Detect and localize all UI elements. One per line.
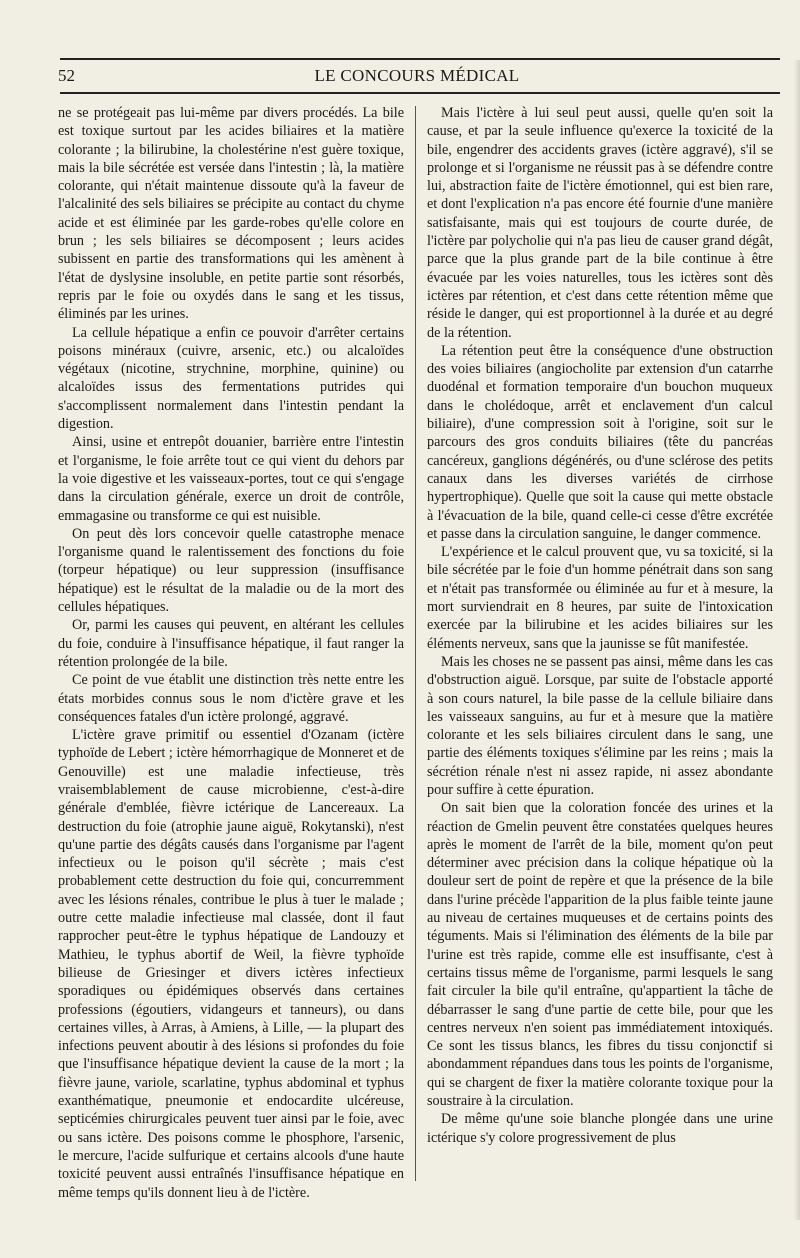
top-rule [60,58,780,60]
column-divider [415,106,416,1181]
paragraph: Ainsi, usine et entrepôt douanier, barrière entre l'intestin et l'organisme, le foie arrête tout ce qui vient du dehors par la voie digestive et les vaisseaux-portes, tout ce qui s'engage dans la circulation générale, exerce un droit de contrôle, emmagasine ou transforme ce qui est nuisible. [58,434,404,524]
paragraph: Mais les choses ne se passent pas ainsi, même dans les cas d'obstruction aiguë. Lorsque, par suite de l'obstacle apporté à son cours naturel, la bile passe de la cellule biliaire dans les vaisseaux sanguins, au fur et à mesure que la matière colorante et les sels biliaires circulent dans le sang, une partie des éléments toxiques s'élimine par les reins ; mais la sécrétion rénale n'est ni assez rapide, ni assez abondante pour suffire à cette épuration. [427,653,773,798]
paragraph: La rétention peut être la conséquence d'une obstruction des voies biliaires (angiocholite par extension d'un catarrhe duodénal et formation temporaire d'un bouchon muqueux dans le cholédoque, arrêt et enclavement d'un calcul biliaire), d'une compression soit à l'origine, soit sur le parcours des gros conduits biliaires (tête du pancréas cancéreux, ganglions dégénérés, ou d'une sclérose des petits canaux dans les diverses variétés de cirrhose hypertrophique). Quelle que soit la cause qui mette obstacle à l'évacuation de la bile, quand celle-ci cesse d'être excrétée et passe dans la circulation sanguine, le danger commence. [427,342,773,542]
paragraph: ne se protégeait pas lui-même par divers procédés. La bile est toxique surtout par les acides biliaires et la matière colorante ; la bilirubine, la cholestérine n'est guère toxique, mais la bile sécrétée est versée dans l'intestin ; là, la matière colorante, qui n'était maintenue dissoute qu'à la faveur de l'alcalinité des sels biliaires se précipite au contact du chyme acide et est éliminée par les garde-robes qu'elle colore en brun ; les sels biliaires se décomposent ; leurs acides subissent en partie des transformations qui les amènent à l'état de dyslysine insoluble, en petite partie sont résorbés, repris par le foie ou oxydés dans le sang et les tissus, éliminés par les urines. [58,105,404,323]
paragraph: On peut dès lors concevoir quelle catastrophe menace l'organisme quand le ralentissement des fonctions du foie (torpeur hépatique) ou leur suppression (insuffisance hépatique) est le résultat de la maladie ou de la mort des cellules hépatiques. [58,525,404,616]
paragraph: L'ictère grave primitif ou essentiel d'Ozanam (ictère typhoïde de Lebert ; ictère hémorrhagique de Monneret et de Genouville) est une maladie infectieuse, très vraisemblablement de cause microbienne, c'est-à-dire générale d'emblée, fièvre ictérique de Lancereaux. La destruction du foie (atrophie jaune aiguë, Rokytanski), n'est qu'une partie des dégâts causés dans l'organisme par l'agent infectieux ou le poison qu'il sécrète ; mais c'est probablement cette destruction du foie qui, concurremment avec les lésions rénales, contribue le plus à tuer le malade ; outre cette maladie infectieuse mal classée, dont il faut rapprocher peut-être le typhus hépatique de Landouzy et Mathieu, le typhus abortif de Weil, la fièvre typhoïde bilieuse de Griesinger et divers ictères infectieux sporadiques ou épidémiques observés dans certaines professions (égoutiers, vidangeurs et tanneurs), ou dans certaines villes, à Arras, à Amiens, à Lille, — la plupart des infections peuvent aboutir à des lésions si profondes du foie que l'insuffisance hépatique devient la cause de la mort ; la fièvre jaune, variole, scarlatine, typhus abdominal et typhus exanthématique, pneumonie et endocardite ulcéreuse, septicémies chirurgicales peuvent tuer ainsi par le foie, avec ou sans ictère. Des poisons comme le phosphore, l'arsenic, le mercure, l'acide sulfurique et certains alcools d'une haute toxicité peuvent aussi entraînés l'insuffisance hépatique en même temps qu'ils donnent lieu à de l'ictère. [58,727,404,1201]
paragraph: De même qu'une soie blanche plongée dans une urine ictérique s'y colore progressivement de plus [427,1111,773,1146]
page-number: 52 [58,66,75,85]
text-columns [58,104,788,1214]
journal-title: LE CONCOURS MÉDICAL [314,66,520,85]
left-column [58,104,404,1204]
paragraph: Mais l'ictère à lui seul peut aussi, quelle qu'en soit la cause, et par la seule influence qu'exerce la toxicité de la bile, engendrer des accidents graves (ictère aggravé), s'il se prolonge et si l'organisme ne réussit pas à se défendre contre lui, abstraction faite de l'ictère émotionnel, qui est bien rare, et dont l'explication n'a pas encore été fournie d'une manière satisfaisante, mais qui est toujours de courte durée, de l'ictère par polycholie qui n'a pas lieu de causer grand dégât, parce que la plus grande part de la bile continue à être évacuée par les voies naturelles, tous les ictères sont dès ictères par rétention, et c'est dans cette rétention même que réside le danger, qui est proportionnel à la durée et au degré de la rétention. [427,105,773,341]
header-rule [60,92,780,94]
page-header [56,62,778,90]
paragraph: On sait bien que la coloration foncée des urines et la réaction de Gmelin peuvent être constatées quelques heures après le moment de l'arrêt de la bile, moment qu'on peut déterminer avec précision dans la colique hépatique où la douleur sert de point de repère et que la présence de la bile dans l'urine précède l'apparition de la plus faible teinte jaune au niveau de certaines muqueuses et de certains points des téguments. Mais si l'élimination des éléments de la bile par l'urine est très rapide, comme elle est insuffisante, c'est à certains tissus même de l'organisme, parmi lesquels le sang fait circuler la bile qu'il entraîne, qu'appartient la tâche de débarrasser le sang d'une partie de cette bile, pour que les centres nerveux n'en soient pas immédiatement intoxiqués. Ce sont les tissus blancs, les fibres du tissu conjonctif si abondamment répandues dans tous les points de l'organisme, qui se chargent de fixer la matière colorante toxique pour la soustraire à la circulation. [427,800,773,1110]
paragraph: La cellule hépatique a enfin ce pouvoir d'arrêter certains poisons minéraux (cuivre, arsenic, etc.) ou alcaloïdes végétaux (nicotine, strychnine, morphine, quinine) ou alcaloïdes issus des fermentations putrides qui s'accomplissent normalement dans l'intestin pendant la digestion. [58,324,404,433]
right-column [427,104,773,1204]
page-edge-shadow [794,60,800,1220]
paragraph: Or, parmi les causes qui peuvent, en altérant les cellules du foie, conduire à l'insuffisance hépatique, il faut ranger la rétention prolongée de la bile. [58,617,404,670]
paragraph: Ce point de vue établit une distinction très nette entre les états morbides connus sous le nom d'ictère grave et les conséquences fatales d'un ictère prolongé, aggravé. [58,672,404,725]
paragraph: L'expérience et le calcul prouvent que, vu sa toxicité, si la bile sécrétée par le foie d'un homme pénétrait dans son sang et n'était pas transformée ou éliminée au fur et à mesure, la mort surviendrait en 8 heures, par suite de l'intoxication exercée par la bilirubine et les acides biliaires sur les éléments nerveux, sans que la jaunisse se fût manifestée. [427,544,773,652]
